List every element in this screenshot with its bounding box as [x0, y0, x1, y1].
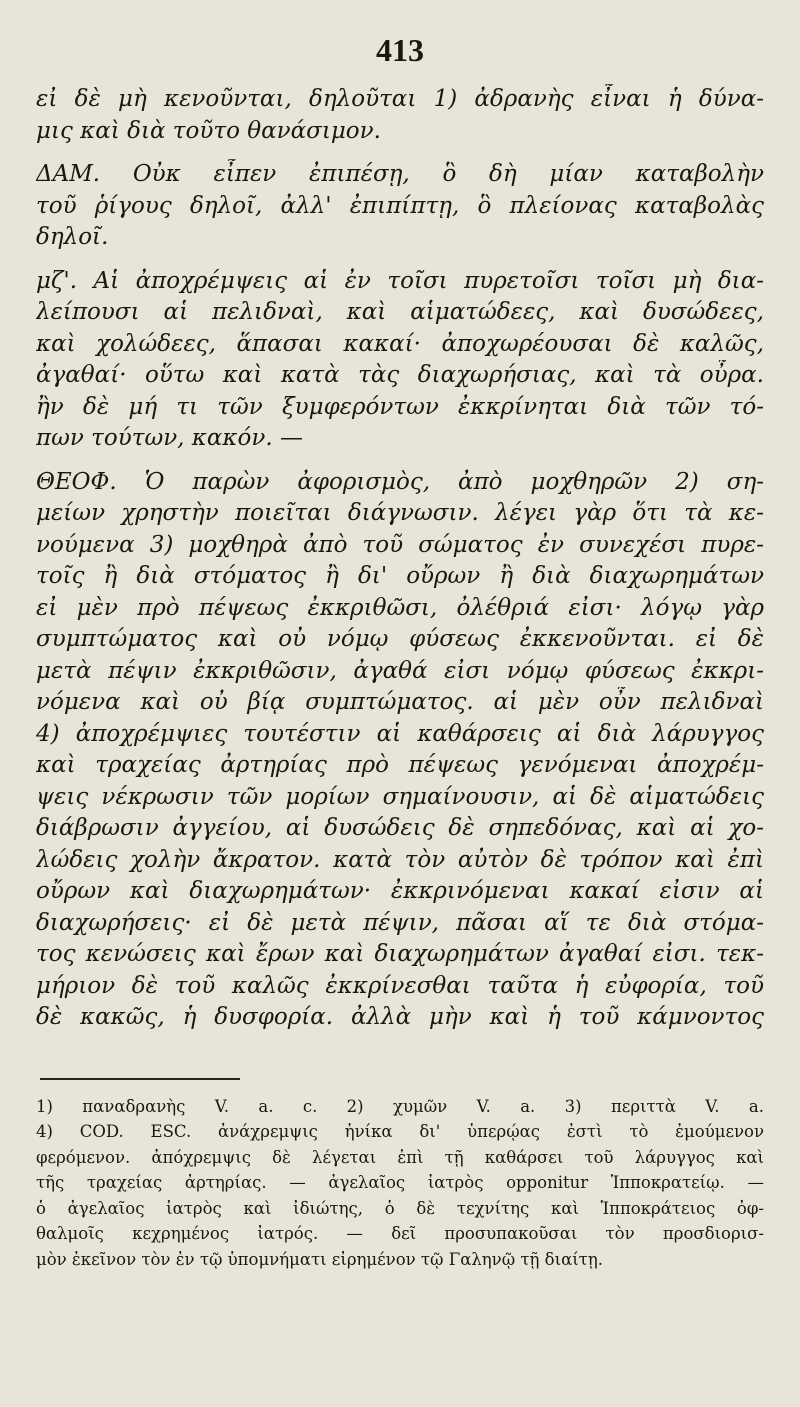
paragraph-theophilus [36, 467, 764, 1034]
text-line: μετὰ πέψιν ἐκκριθῶσιν, ἀγαθά εἰσι νόμῳ φύσεως ἐκκρι- [36, 657, 764, 684]
text-line: διάβρωσιν ἀγγείου, αἱ δυσώδεις δὲ σηπεδόνας, καὶ αἱ χο- [36, 815, 764, 841]
text-line: δηλοῖ. [36, 224, 109, 250]
text-line: λείπουσι αἱ πελιδναὶ, καὶ αἱματώδεες, καὶ δυσώδεες, [36, 299, 764, 325]
text-line: συμπτώματος καὶ οὐ νόμῳ φύσεως ἐκκενοῦνται. εἰ δὲ [36, 626, 764, 652]
text-line: μήριον δὲ τοῦ καλῶς ἐκκρίνεσθαι ταῦτα ἡ εὐφορία, τοῦ [36, 972, 764, 999]
page-number: 413 [376, 32, 424, 68]
text-line: ἀγαθαί· οὕτω καὶ κατὰ τὰς διαχωρήσιας, καὶ τὰ οὖρα. [36, 362, 764, 388]
text-line: ΔΑΜ. Οὐκ εἶπεν ἐπιπέσῃ, ὃ δὴ μίαν καταβολὴν [36, 161, 764, 187]
text-line: ψεις νέκρωσιν τῶν μορίων σημαίνουσιν, αἱ δὲ αἱματώδεις [36, 783, 764, 810]
text-line: 4) ἀποχρέμψιες τουτέστιν αἱ καθάρσεις αἱ διὰ λάρυγγος [36, 720, 764, 747]
text-line: καὶ χολώδεες, ἅπασαι κακαί· ἀποχωρέουσαι δὲ καλῶς, [36, 330, 764, 357]
text-line: ἢν δὲ μή τι τῶν ξυμφερόντων ἐκκρίνηται διὰ τῶν τό- [36, 393, 764, 420]
text-line: πων τούτων, κακόν. — [36, 425, 303, 451]
paragraph-damascius [36, 159, 764, 254]
text-line: διαχωρήσεις· εἰ δὲ μετὰ πέψιν, πᾶσαι αἵ τε διὰ στόμα- [36, 909, 764, 936]
paragraph-1 [36, 84, 764, 147]
footnote-line: 1) παναδρανὴς V. a. c. 2) χυμῶν V. a. 3) περιττὰ V. a. [36, 1096, 764, 1116]
footnote-line: 4) COD. ESC. ἀνάχρεμψις ἡνίκα δι' ὑπερῴας ἐστὶ τὸ ἐμούμενον [36, 1122, 764, 1141]
footnote-line: φερόμενον. ἀπόχρεμψις δὲ λέγεται ἐπὶ τῇ καθάρσει τοῦ λάρυγγος καὶ [36, 1147, 764, 1167]
text-line: μις καὶ διὰ τοῦτο θανάσιμον. [36, 117, 381, 144]
text-line: ΘΕΟΦ. Ὁ παρὼν ἀφορισμὸς, ἀπὸ μοχθηρῶν 2) ση- [36, 468, 764, 495]
text-line: τος κενώσεις καὶ ἔρων καὶ διαχωρημάτων ἀγαθαί εἰσι. τεκ- [36, 941, 764, 967]
footnote-line: θαλμοῖς κεχρημένος ἰατρός. — δεῖ προσυπακοῦσαι τὸν προσδιορισ- [36, 1224, 764, 1243]
aphorism-47 [36, 266, 764, 455]
text-line: νούμενα 3) μοχθηρὰ ἀπὸ τοῦ σώματος ἐν συνεχέσι πυρε- [36, 531, 764, 558]
main-text [36, 84, 764, 1034]
text-line: μείων χρηστὴν ποιεῖται διάγνωσιν. λέγει γὰρ ὅτι τὰ κε- [36, 500, 764, 526]
footnote-divider [40, 1078, 240, 1080]
text-line: νόμενα καὶ οὐ βίᾳ συμπτώματος. αἱ μὲν οὖν πελιδναὶ [36, 689, 764, 715]
text-line: οὔρων καὶ διαχωρημάτων· ἐκκρινόμεναι κακαί εἰσιν αἱ [36, 878, 764, 904]
footnote-line: τῆς τραχείας ἀρτηρίας. — ἀγελαῖος ἰατρὸς opponitur Ἱπποκρατείῳ. — [36, 1173, 764, 1192]
text-line: τοῦ ῥίγους δηλοῖ, ἀλλ' ἐπιπίπτῃ, ὃ πλείονας καταβολὰς [36, 192, 764, 219]
footnote-line: μὸν ἐκεῖνον τὸν ἐν τῷ ὑπομνήματι εἰρημένον τῷ Γαληνῷ τῇ διαίτῃ. [36, 1249, 603, 1269]
text-line: τοῖς ἢ διὰ στόματος ἢ δι' οὔρων ἢ διὰ διαχωρημάτων [36, 563, 764, 589]
text-line: λώδεις χολὴν ἄκρατον. κατὰ τὸν αὐτὸν δὲ τρόπον καὶ ἐπὶ [36, 846, 764, 873]
text-line: δὲ κακῶς, ἡ δυσφορία. ἀλλὰ μὴν καὶ ἡ τοῦ κάμνοντος [36, 1004, 764, 1030]
text-line: καὶ τραχείας ἀρτηρίας πρὸ πέψεως γενόμεναι ἀποχρέμ- [36, 752, 764, 778]
text-line: εἰ μὲν πρὸ πέψεως ἐκκριθῶσι, ὀλέθριά εἰσι· λόγῳ γὰρ [36, 594, 764, 621]
footnotes [36, 1094, 764, 1273]
text-line: εἰ δὲ μὴ κενοῦνται, δηλοῦται 1) ἀδρανὴς εἶναι ἡ δύνα- [36, 86, 764, 112]
footnote-line: ὁ ἀγελαῖος ἰατρὸς καὶ ἰδιώτης, ὁ δὲ τεχνίτης καὶ Ἱπποκράτειος ὀφ- [36, 1198, 764, 1218]
text-line: μζ'. Αἱ ἀποχρέμψεις αἱ ἐν τοῖσι πυρετοῖσι τοῖσι μὴ δια- [36, 267, 764, 294]
